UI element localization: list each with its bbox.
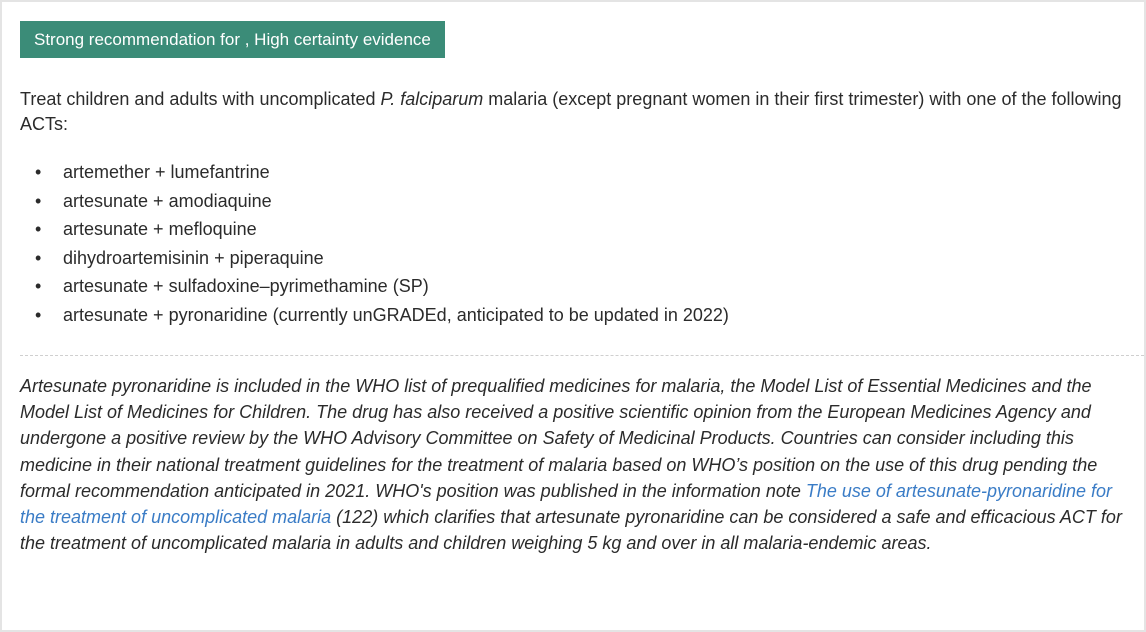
list-item-text: artesunate + pyronaridine (currently unGRADEd, anticipated to be updated in 2022) [63, 304, 729, 325]
species-name: P. falciparum [380, 89, 484, 109]
section-divider [20, 355, 1144, 356]
remark-text-before: Artesunate pyronaridine is included in the WHO list of prequalified medicines for malaria, the Model List of Essential Medicines and the Model List of Medicines for Children. The drug has also received a positive scientific opinion from the European Medicines Agency and undergone a positive review by the WHO Advisory Committee on Safety of Medicinal Products. Countries can consider including this medicine in their national treatment guidelines for the treatment of malaria based on WHO’s position on the use of this drug pending the formal recommendation anticipated in 2021. WHO's position was published in the information note [20, 376, 1098, 501]
list-item-text: artesunate + amodiaquine [63, 190, 272, 211]
recommendation-text [20, 87, 1130, 137]
recommendation-strength-badge [20, 21, 445, 58]
bullet-icon: • [35, 247, 42, 268]
list-item-text: dihydroartemisinin + piperaquine [63, 247, 324, 268]
intro-text-before: Treat children and adults with uncomplicated [20, 89, 381, 109]
bullet-icon: • [35, 162, 42, 182]
list-item-text: artemether + lumefantrine [63, 162, 270, 182]
information-note-link[interactable]: The use of artesunate-pyronaridine for the treatment of uncomplicated malaria [20, 480, 1113, 528]
list-item-text: artesunate + mefloquine [63, 219, 257, 240]
bullet-icon: • [35, 219, 42, 240]
badge-label: Strong recommendation for , High certainty evidence [34, 30, 431, 49]
bullet-icon: • [35, 276, 42, 297]
list-item [20, 301, 729, 330]
remark-text-after: (122) which clarifies that artesunate pyronaridine can be considered a safe and efficacious ACT for the treatment of uncomplicated malaria in adults and children weighing 5 kg and over in all malaria-endemic areas. [20, 507, 1122, 554]
list-item [20, 158, 729, 187]
intro-text-after: malaria (except pregnant women in their first trimester) with one of the following ACTs: [20, 89, 1122, 134]
act-list [20, 158, 729, 330]
bullet-icon: • [35, 190, 42, 211]
list-item [20, 187, 729, 216]
list-item [20, 215, 729, 244]
list-item [20, 272, 729, 301]
bullet-icon: • [35, 304, 42, 325]
list-item-text: artesunate + sulfadoxine–pyrimethamine (SP) [63, 276, 429, 297]
practical-info-remark [20, 373, 1130, 556]
list-item [20, 244, 729, 273]
